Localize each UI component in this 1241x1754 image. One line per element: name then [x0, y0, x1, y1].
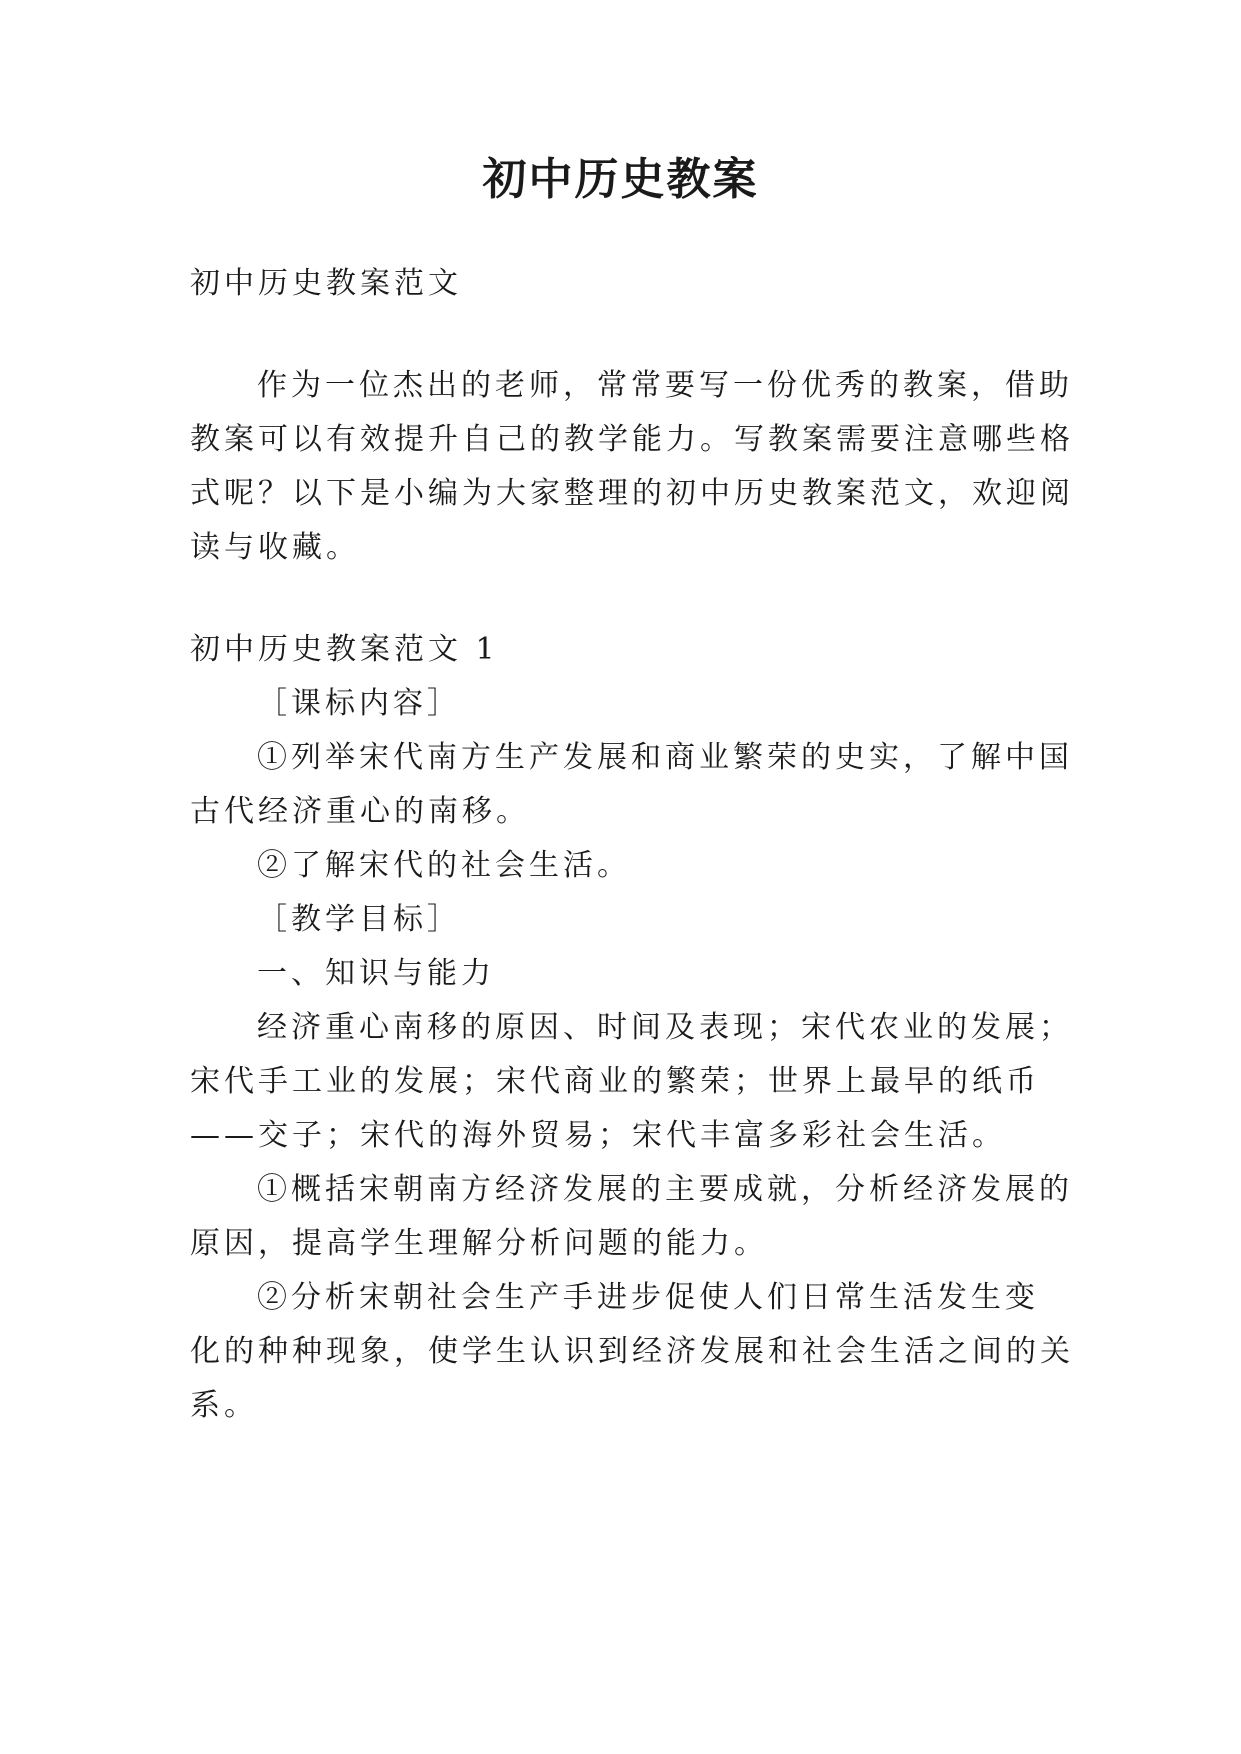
knowledge-heading: 一、知识与能力 [257, 956, 495, 991]
intro-line-3: 式呢？以下是小编为大家整理的初中历史教案范文，欢迎阅 [190, 476, 1074, 511]
curriculum-item-1-line-2: 古代经济重心的南移。 [190, 794, 530, 829]
objectives-heading: ［教学目标］ [257, 902, 461, 937]
curriculum-item-1-line-1: ①列举宋代南方生产发展和商业繁荣的史实，了解中国 [257, 740, 1073, 775]
objective-2-line-1: ②分析宋朝社会生产手进步促使人们日常生活发生变 [257, 1280, 1039, 1315]
objective-1-line-1: ①概括宋朝南方经济发展的主要成就，分析经济发展的 [257, 1172, 1073, 1207]
objective-2-line-3: 系。 [190, 1388, 258, 1423]
document-title: 初中历史教案 [482, 154, 759, 205]
section-heading: 初中历史教案范文 1 [190, 632, 499, 667]
curriculum-item-2: ②了解宋代的社会生活。 [257, 848, 631, 883]
objective-2-line-2: 化的种种现象，使学生认识到经济发展和社会生活之间的关 [190, 1334, 1074, 1369]
knowledge-line-3: ——交子；宋代的海外贸易；宋代丰富多彩社会生活。 [190, 1118, 1006, 1153]
knowledge-line-1: 经济重心南移的原因、时间及表现；宋代农业的发展； [257, 1010, 1073, 1045]
intro-line-4: 读与收藏。 [190, 530, 360, 565]
subtitle-line: 初中历史教案范文 [190, 266, 462, 301]
objective-1-line-2: 原因，提高学生理解分析问题的能力。 [190, 1226, 768, 1261]
intro-line-2: 教案可以有效提升自己的教学能力。写教案需要注意哪些格 [190, 422, 1074, 457]
intro-line-1: 作为一位杰出的老师，常常要写一份优秀的教案，借助 [257, 368, 1073, 403]
curriculum-heading: ［课标内容］ [257, 686, 461, 721]
knowledge-line-2: 宋代手工业的发展；宋代商业的繁荣；世界上最早的纸币 [190, 1064, 1040, 1099]
